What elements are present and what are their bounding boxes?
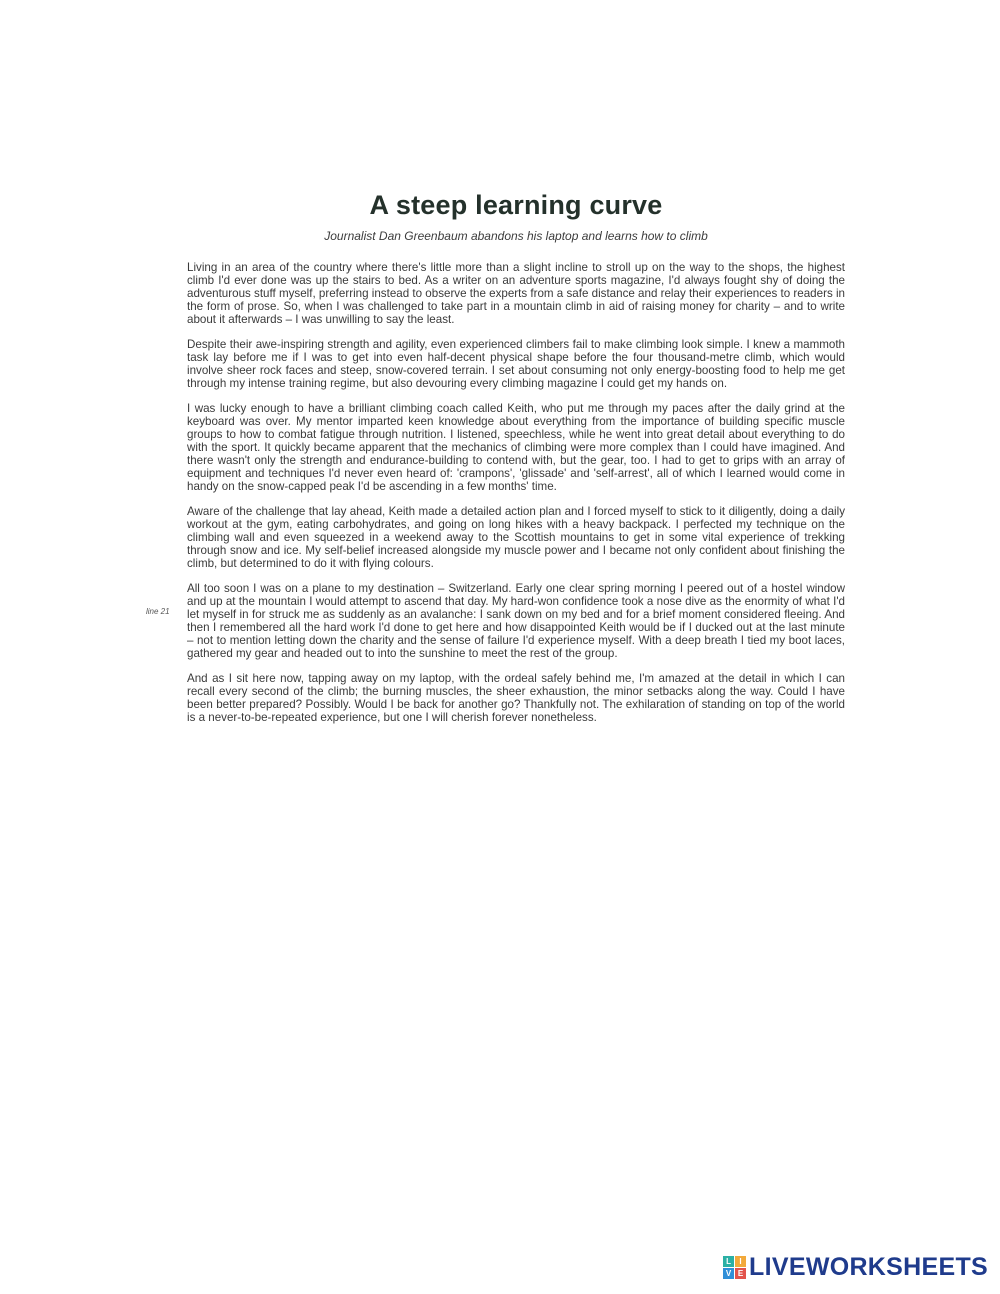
liveworksheets-logo[interactable] (723, 1253, 988, 1282)
logo-letter: E (735, 1268, 746, 1279)
article-subtitle: Journalist Dan Greenbaum abandons his laptop and learns how to climb (324, 229, 708, 243)
brand-name: LIVEWORKSHEETS (749, 1253, 988, 1281)
article-paragraph: Aware of the challenge that lay ahead, Keith made a detailed action plan and I forced myself to stick to it diligently, doing a daily workout at the gym, eating carbohydrates, and going on long hikes with a heavy backpack. I perfected my technique on the climbing wall and even squeezed in a weekend away to the Scottish mountains to get in some vital experience of trekking through snow and ice. My self-belief increased alongside my muscle power and I became not only confident about finishing the climb, but determined to do it with flying colours. (187, 505, 845, 570)
article-body (187, 261, 845, 736)
logo-letter: I (735, 1256, 746, 1267)
article-title: A steep learning curve (369, 190, 663, 220)
article-paragraph: And as I sit here now, tapping away on my laptop, with the ordeal safely behind me, I'm amazed at the detail in which I can recall every second of the climb; the burning muscles, the sheer exhaustion, the minor setbacks along the way. Could I have been better prepared? Possibly. Would I be back for another go? Thankfully not. The exhilaration of standing on top of the world is a never-to-be-repeated experience, but one I will cherish forever nonetheless. (187, 672, 845, 724)
liveworksheets-logo-icon (723, 1256, 746, 1279)
line-marker: line 21 (146, 607, 170, 616)
article-paragraph: All too soon I was on a plane to my destination – Switzerland. Early one clear spring morning I peered out of a hostel window and up at the mountain I would attempt to ascend that day. My hard-won confidence took a nose dive as the enormity of what I'd let myself in for struck me as suddenly as an avalanche: I sank down on my bed and for a brief moment considered fleeing. And then I remembered all the hard work I'd done to get here and how disappointed Keith would be if I ducked out at the last minute – not to mention letting down the charity and the sense of failure I'd experience myself. With a deep breath I tied my boot laces, gathered my gear and headed out to into the sunshine to meet the rest of the group. (187, 582, 845, 660)
logo-letter: L (723, 1256, 734, 1267)
article-paragraph: I was lucky enough to have a brilliant climbing coach called Keith, who put me through my paces after the daily grind at the keyboard was over. My mentor imparted keen knowledge about everything from the importance of building specific muscle groups to how to combat fatigue through nutrition. I listened, speechless, while he went into great detail about everything to do with the sport. It quickly became apparent that the mechanics of climbing were more complex than I could have imagined. And there wasn't only the strength and endurance-building to contend with, but the gear, too. I had to get to grips with an array of equipment and techniques I'd never even heard of: 'crampons', 'glissade' and 'self-arrest', all of which I learned would come in handy on the snow-capped peak I'd be ascending in a few months' time. (187, 402, 845, 493)
logo-letter: V (723, 1268, 734, 1279)
article-paragraph: Living in an area of the country where there's little more than a slight incline to stroll up on the way to the shops, the highest climb I'd ever done was up the stairs to bed. As a writer on an adventure sports magazine, I'd always fought shy of doing the adventurous stuff myself, preferring instead to observe the experts from a safe distance and relay their experiences to readers in the form of prose. So, when I was challenged to take part in a mountain climb in aid of raising money for charity – and to write about it afterwards – I was unwilling to say the least. (187, 261, 845, 326)
article-paragraph: Despite their awe-inspiring strength and agility, even experienced climbers fail to make climbing look simple. I knew a mammoth task lay before me if I was to get into even half-decent physical shape before the four thousand-metre climb, which would involve sheer rock faces and steep, snow-covered terrain. I set about consuming not only energy-boosting food to help me get through my intense training regime, but also devouring every climbing magazine I could get my hands on. (187, 338, 845, 390)
